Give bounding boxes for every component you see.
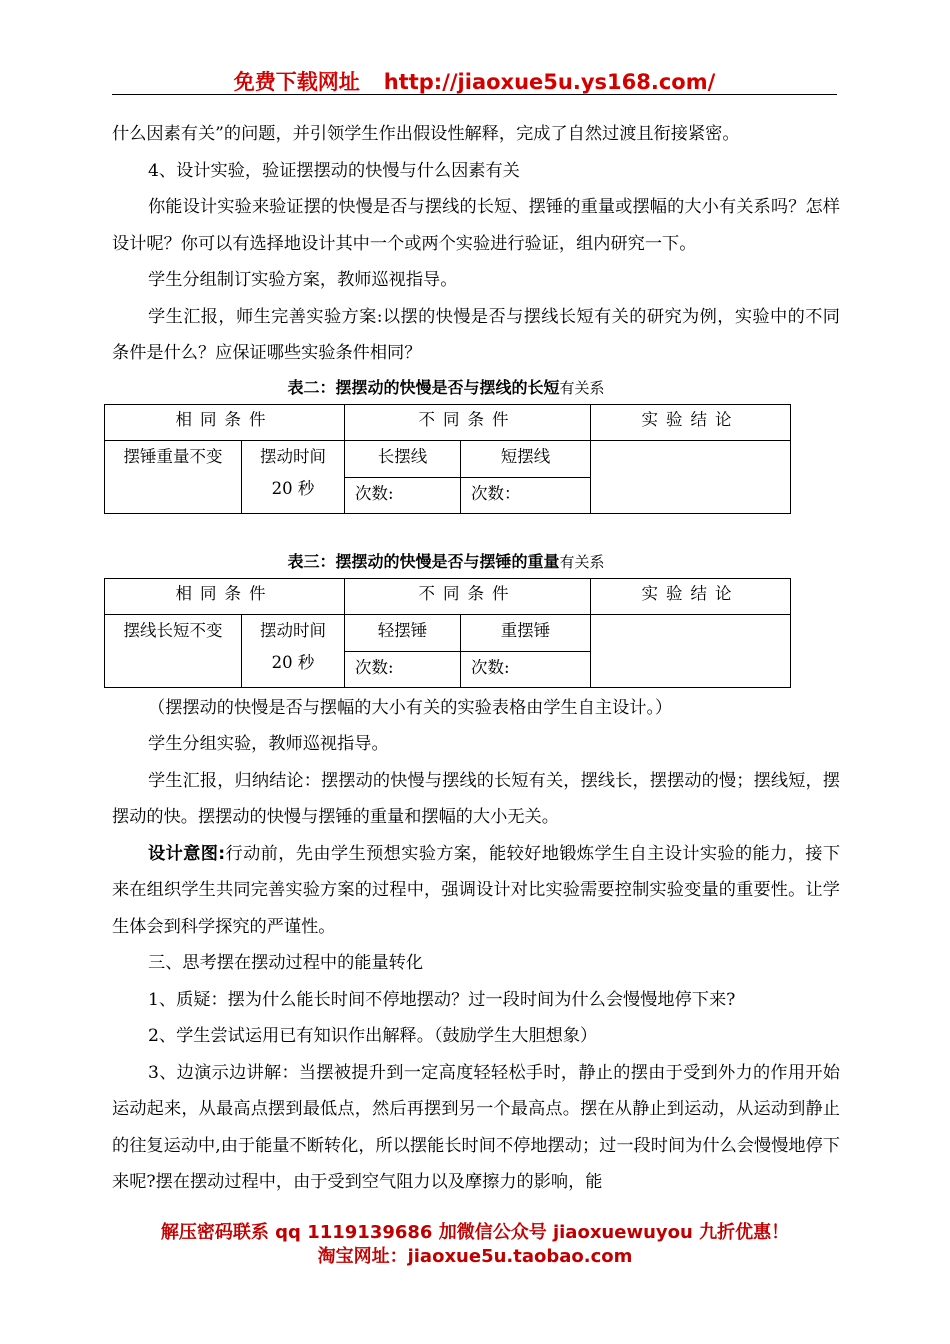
table2-time-value: 20 秒: [271, 478, 315, 498]
footer-taobao-link[interactable]: 淘宝网址：jiaoxue5u.taobao.com: [317, 1246, 633, 1267]
header-url-link[interactable]: http://jiaoxue5u.ys168.com/: [383, 70, 716, 94]
table2-caption: [112, 372, 840, 404]
table3-caption-main: 表三：摆摆动的快慢是否与摆锤的重量: [287, 551, 560, 571]
table3-time-label: 摆动时间: [260, 620, 326, 640]
table-note: （摆摆动的快慢是否与摆幅的大小有关的实验表格由学生自主设计。）: [148, 697, 673, 718]
paragraph: 学生分组制订实验方案，教师巡视指导。: [148, 270, 458, 290]
table2-result-cell[interactable]: [591, 440, 791, 513]
header-divider: [112, 94, 837, 95]
section3-item: 2、学生尝试运用已有知识作出解释。（鼓励学生大胆想象）: [148, 1026, 598, 1046]
table3-header-same: 相同条件: [105, 578, 345, 614]
table2-header-result: 实验结论: [591, 404, 791, 440]
header-label: 免费下载网址: [233, 70, 360, 94]
table2-time-cell: [242, 440, 345, 513]
table2-option-a: 长摆线: [345, 440, 461, 477]
table3-count-b: 次数:: [461, 651, 591, 687]
table3-header-result: 实验结论: [591, 578, 791, 614]
table3-option-b: 重摆锤: [461, 614, 591, 651]
footer-contact: 解压密码联系 qq 1119139686 加微信公众号 jiaoxuewuyou 九折优惠！: [160, 1222, 790, 1243]
design-intent-text: 行动前，先由学生预想实验方案，能较好地锻炼学生自主设计实验的能力，接下来在组织学生共同完善实验方案的过程中，强调设计对比实验需要控制实验变量的重要性。让学生体会到科学探究的严谨性。: [112, 843, 841, 937]
table3-header-diff: 不同条件: [345, 578, 591, 614]
paragraph: 你能设计实验来验证摆的快慢是否与摆线的长短、摆锤的重量或摆幅的大小有关系吗？怎样设计呢？你可以有选择地设计其中一个或两个实验进行验证，组内研究一下。: [112, 197, 840, 254]
table3-result-cell[interactable]: [591, 614, 791, 687]
table2-header-diff: 不同条件: [345, 404, 591, 440]
table3-time-cell: [242, 614, 345, 687]
page-header: [112, 66, 837, 94]
paragraph: 什么因素有关”的问题，并引领学生作出假设性解释，完成了自然过渡且衔接紧密。: [112, 124, 740, 144]
table3-time-value: 20 秒: [271, 652, 315, 672]
table2-count-a: 次数:: [345, 477, 461, 513]
table3-same-condition: 摆线长短不变: [105, 614, 242, 687]
table3-count-a: 次数:: [345, 651, 461, 687]
document-body: [112, 116, 840, 1201]
paragraph: 学生汇报，归纳结论：摆摆动的快慢与摆线的长短有关，摆线长，摆摆动的慢；摆线短，摆摆动的快。摆摆动的快慢与摆锤的重量和摆幅的大小无关。: [112, 770, 840, 827]
paragraph: 4、设计实验，验证摆摆动的快慢与什么因素有关: [148, 160, 520, 181]
table2-option-b: 短摆线: [461, 440, 591, 477]
design-intent-paragraph: [112, 836, 840, 946]
section3-title: 三、思考摆在摆动过程中的能量转化: [148, 953, 424, 973]
paragraph: 学生分组实验，教师巡视指导。: [148, 734, 389, 754]
table3-option-a: 轻摆锤: [345, 614, 461, 651]
table2-header-same: 相同条件: [105, 404, 345, 440]
paragraph: 学生汇报，师生完善实验方案:以摆的快慢是否与摆线长短有关的研究为例，实验中的不同条件是什么？应保证哪些实验条件相同？: [112, 306, 840, 363]
section3-item: 3、边演示边讲解：当摆被提升到一定高度轻轻松手时，静止的摆由于受到外力的作用开始运动起来，从最高点摆到最低点，然后再摆到另一个最高点。摆在从静止到运动，从运动到静止的往复运动中,由于能量不断转化，所以摆能长时间不停地摆动；过一段时间为什么会慢慢地停下来呢?摆在摆动过程中，由于受到空气阻力以及摩擦力的影响，能: [112, 1062, 840, 1192]
table2: [104, 404, 791, 514]
table2-count-b: 次数：: [461, 477, 591, 513]
table2-caption-main: 表二：摆摆动的快慢是否与摆线的长短: [287, 377, 560, 397]
table3-caption: [112, 546, 840, 578]
table2-time-label: 摆动时间: [260, 446, 326, 466]
table2-caption-tail: 有关系: [559, 378, 605, 397]
table3: [104, 578, 791, 688]
section3-item: 1、质疑：摆为什么能长时间不停地摆动？过一段时间为什么会慢慢地停下来?: [148, 989, 736, 1010]
table3-caption-tail: 有关系: [559, 552, 605, 571]
table2-same-condition: 摆锤重量不变: [105, 440, 242, 513]
design-intent-label: 设计意图:: [148, 843, 226, 864]
